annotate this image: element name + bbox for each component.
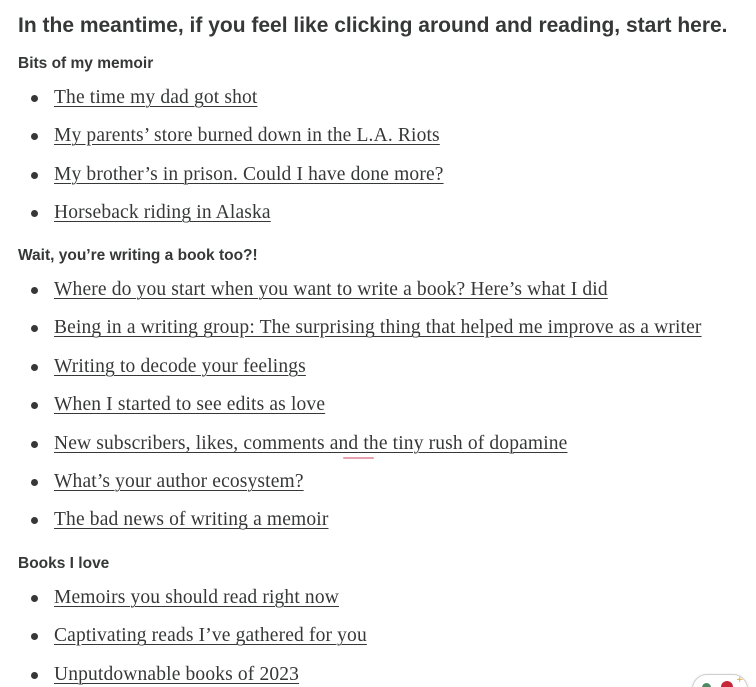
memoir-link[interactable]: Horseback riding in Alaska <box>54 202 271 224</box>
writing-link[interactable]: Where do you start when you want to write a book? Here’s what I did <box>54 279 608 300</box>
bullet-icon <box>31 95 38 102</box>
writing-link[interactable]: Being in a writing group: The surprising thing that helped me improve as a writer <box>54 317 702 339</box>
plus-icon: + <box>736 675 744 685</box>
red-dot-icon <box>721 681 733 687</box>
bullet-icon <box>31 633 38 640</box>
books-link[interactable]: Unputdownable books of 2023 <box>54 663 300 685</box>
memoir-link[interactable]: My parents’ store burned down in the L.A. Riots <box>54 125 440 147</box>
section-heading-books: Books I love <box>18 555 110 572</box>
books-link[interactable]: Captivating reads I’ve gathered for you <box>54 625 367 647</box>
extension-badge-icon[interactable] <box>692 674 748 687</box>
writing-link[interactable]: When I started to see edits as love <box>54 394 326 416</box>
books-link[interactable]: Memoirs you should read right now <box>54 587 339 608</box>
bullet-icon <box>31 325 38 332</box>
writing-link[interactable]: Writing to decode your feelings <box>54 355 306 377</box>
memoir-link[interactable]: The time my dad got shot <box>54 87 258 108</box>
bullet-icon <box>31 441 38 448</box>
bullet-icon <box>31 402 38 409</box>
bullet-icon <box>31 133 38 140</box>
bullet-icon <box>31 595 38 602</box>
green-dot-icon <box>702 683 711 687</box>
spellcheck-underline <box>343 457 374 459</box>
page-title: In the meantime, if you feel like clicking around and reading, start here. <box>18 14 728 37</box>
bullet-icon <box>31 517 38 524</box>
section-heading-writing: Wait, you’re writing a book too?! <box>18 247 258 264</box>
bullet-icon <box>31 210 38 217</box>
memoir-link[interactable]: My brother’s in prison. Could I have done more? <box>54 163 444 185</box>
bullet-icon <box>31 672 38 679</box>
section-heading-memoir: Bits of my memoir <box>18 55 154 72</box>
writing-link[interactable]: The bad news of writing a memoir <box>54 509 329 531</box>
writing-link[interactable]: What’s your author ecosystem? <box>54 470 304 492</box>
bullet-icon <box>31 479 38 486</box>
bullet-icon <box>31 364 38 371</box>
bullet-icon <box>31 172 38 179</box>
bullet-icon <box>31 287 38 294</box>
writing-link[interactable]: New subscribers, likes, comments and the tiny rush of dopamine <box>54 432 568 454</box>
